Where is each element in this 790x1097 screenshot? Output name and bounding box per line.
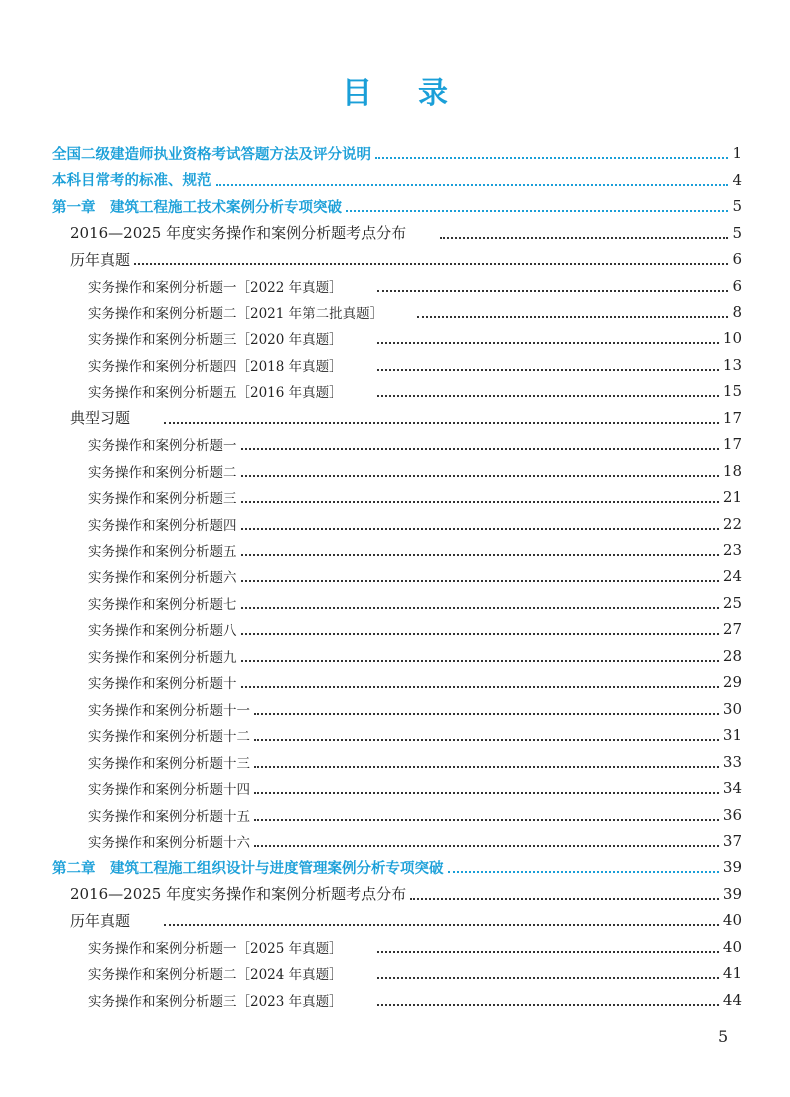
toc-entry-label: 实务操作和案例分析题十五 [88,808,250,825]
toc-entry-label: 实务操作和案例分析题一 [88,438,237,455]
dot-leader [164,924,719,926]
toc-entry-page: 39 [722,884,742,903]
dot-leader [164,422,719,424]
toc-entry-label: 全国二级建造师执业资格考试答题方法及评分说明 [52,146,371,163]
toc-entry-page: 22 [722,514,742,533]
toc-entry-label: 实务操作和案例分析题三 [88,491,237,508]
toc-entry-page: 40 [722,937,742,956]
toc-entry-page: 24 [722,567,742,586]
toc-entry-page: 34 [722,779,742,798]
toc-entry[interactable] [70,907,742,934]
toc-entry[interactable] [88,960,742,987]
toc-entry-label: 实务操作和案例分析题二［2024 年真题］ [88,967,343,984]
toc-entry[interactable] [88,457,742,484]
toc-entry-page: 5 [732,197,742,216]
toc-entry[interactable] [88,299,742,326]
dot-leader [241,528,719,530]
toc-entry-label: 2016—2025 年度实务操作和案例分析题考点分布 [70,224,407,243]
toc-entry-page: 44 [722,990,742,1009]
dot-leader [254,819,719,821]
toc-entry-page: 4 [732,170,742,189]
toc-entry-page: 36 [722,805,742,824]
toc-entry-label: 实务操作和案例分析题九 [88,649,237,666]
toc-entry-page: 30 [722,699,742,718]
dot-leader [134,263,728,265]
toc-entry-page: 27 [722,620,742,639]
toc-entry[interactable] [88,325,742,352]
toc-entry-page: 17 [722,408,742,427]
toc-entry-label: 历年真题 [70,250,131,269]
toc-entry-page: 21 [722,488,742,507]
toc-entry-label: 实务操作和案例分析题五［2016 年真题］ [88,385,343,402]
dot-leader [410,898,719,900]
dot-leader [377,290,729,292]
toc-entry-page: 6 [732,250,742,269]
toc-entry-label: 实务操作和案例分析题十三 [88,755,250,772]
toc-entry[interactable] [88,272,742,299]
toc-entry[interactable] [88,669,742,696]
toc-entry-label: 实务操作和案例分析题七 [88,596,237,613]
dot-leader [377,977,719,979]
dot-leader [377,395,719,397]
toc-entry[interactable] [88,616,742,643]
dot-leader [375,157,728,159]
toc-entry-label: 实务操作和案例分析题八 [88,623,237,640]
toc-entry-label: 本科目常考的标准、规范 [52,173,212,190]
toc-entry-label: 实务操作和案例分析题二 [88,464,237,481]
toc-entry[interactable] [52,193,742,220]
dot-leader [241,448,719,450]
toc-entry-label: 2016—2025 年度实务操作和案例分析题考点分布 [70,885,407,904]
dot-leader [216,184,729,186]
toc-entry-label: 实务操作和案例分析题十 [88,676,237,693]
toc-entry[interactable] [88,934,742,961]
toc-entry-label: 实务操作和案例分析题三［2023 年真题］ [88,993,343,1010]
toc-entry[interactable] [88,431,742,458]
toc-entry-page: 8 [732,302,742,321]
toc-entry[interactable] [70,405,742,432]
dot-leader [254,845,719,847]
toc-entry-label: 实务操作和案例分析题二［2021 年第二批真题］ [88,305,384,322]
toc-entry-label: 实务操作和案例分析题十六 [88,834,250,851]
toc-entry[interactable] [88,643,742,670]
toc-entry-page: 13 [722,355,742,374]
toc-entry[interactable] [88,986,742,1013]
toc-entry-page: 6 [732,276,742,295]
dot-leader [448,871,719,873]
dot-leader [241,475,719,477]
toc-entry-page: 1 [732,144,742,163]
toc-entry[interactable] [88,722,742,749]
dot-leader [241,554,719,556]
page-title: 目录 [342,76,494,111]
toc-entry-page: 29 [722,673,742,692]
toc-entry-label: 第一章 建筑工程施工技术案例分析专项突破 [52,199,342,216]
dot-leader [254,713,719,715]
toc-entry-label: 实务操作和案例分析题四［2018 年真题］ [88,358,343,375]
dot-leader [241,633,719,635]
dot-leader [241,580,719,582]
toc-entry-label: 实务操作和案例分析题十四 [88,782,250,799]
toc-entry[interactable] [88,590,742,617]
dot-leader [417,316,728,318]
toc-entry-label: 典型习题 [70,409,131,428]
toc-entry-page: 25 [722,593,742,612]
toc-entry-page: 23 [722,541,742,559]
toc-entry-page: 31 [722,726,742,745]
dot-leader [241,660,719,662]
toc-entry-page: 17 [722,435,742,454]
toc-entry[interactable] [52,140,742,167]
toc-entry-page: 41 [722,964,742,983]
toc-entry-label: 实务操作和案例分析题三［2020 年真题］ [88,332,343,349]
toc-entry[interactable] [88,378,742,405]
toc-entry-label: 实务操作和案例分析题一［2022 年真题］ [88,279,343,296]
toc-entry-label: 实务操作和案例分析题十一 [88,702,250,719]
page-number: 5 [718,1027,729,1046]
toc-entry-label: 实务操作和案例分析题六 [88,570,237,587]
toc-entry[interactable] [70,219,742,246]
toc-entry-page: 15 [722,382,742,401]
toc-entry-page: 5 [732,223,742,242]
toc-entry[interactable] [88,484,742,511]
dot-leader [241,501,719,503]
dot-leader [254,739,719,741]
toc-entry[interactable] [52,854,742,881]
dot-leader [241,686,719,688]
toc-entry-page: 40 [722,911,742,930]
dot-leader [377,342,719,344]
dot-leader [254,792,719,794]
toc-entry-page: 18 [722,461,742,480]
dot-leader [377,951,719,953]
toc-entry-label: 实务操作和案例分析题五 [88,544,237,560]
toc-entry[interactable] [88,695,742,722]
toc-entry[interactable] [88,510,742,537]
toc-entry-label: 历年真题 [70,911,131,930]
dot-leader [241,607,719,609]
toc-entry[interactable] [88,537,742,564]
toc-entry-label: 实务操作和案例分析题一［2025 年真题］ [88,940,343,957]
toc-entry-page: 10 [722,329,742,348]
toc-entry[interactable] [52,166,742,193]
toc-entry[interactable] [88,775,742,802]
toc-entry-page: 33 [722,752,742,771]
toc-entry-page: 39 [722,858,742,877]
dot-leader [377,1004,719,1006]
toc-entry-label: 第二章 建筑工程施工组织设计与进度管理案例分析专项突破 [52,860,444,877]
toc-entry[interactable] [88,748,742,775]
toc-entry-page: 37 [722,831,742,850]
toc-entry-page: 28 [722,646,742,665]
toc-entry[interactable] [88,801,742,828]
toc-entry-label: 实务操作和案例分析题十二 [88,729,250,746]
dot-leader [346,210,728,212]
dot-leader [377,369,719,371]
toc-entry[interactable] [70,246,742,273]
toc-entry[interactable] [70,881,742,908]
dot-leader [440,237,728,239]
toc-entry[interactable] [88,828,742,855]
toc-entry[interactable] [88,352,742,379]
toc-entry-label: 实务操作和案例分析题四 [88,517,237,534]
toc-entry[interactable] [88,563,742,590]
dot-leader [254,766,719,768]
